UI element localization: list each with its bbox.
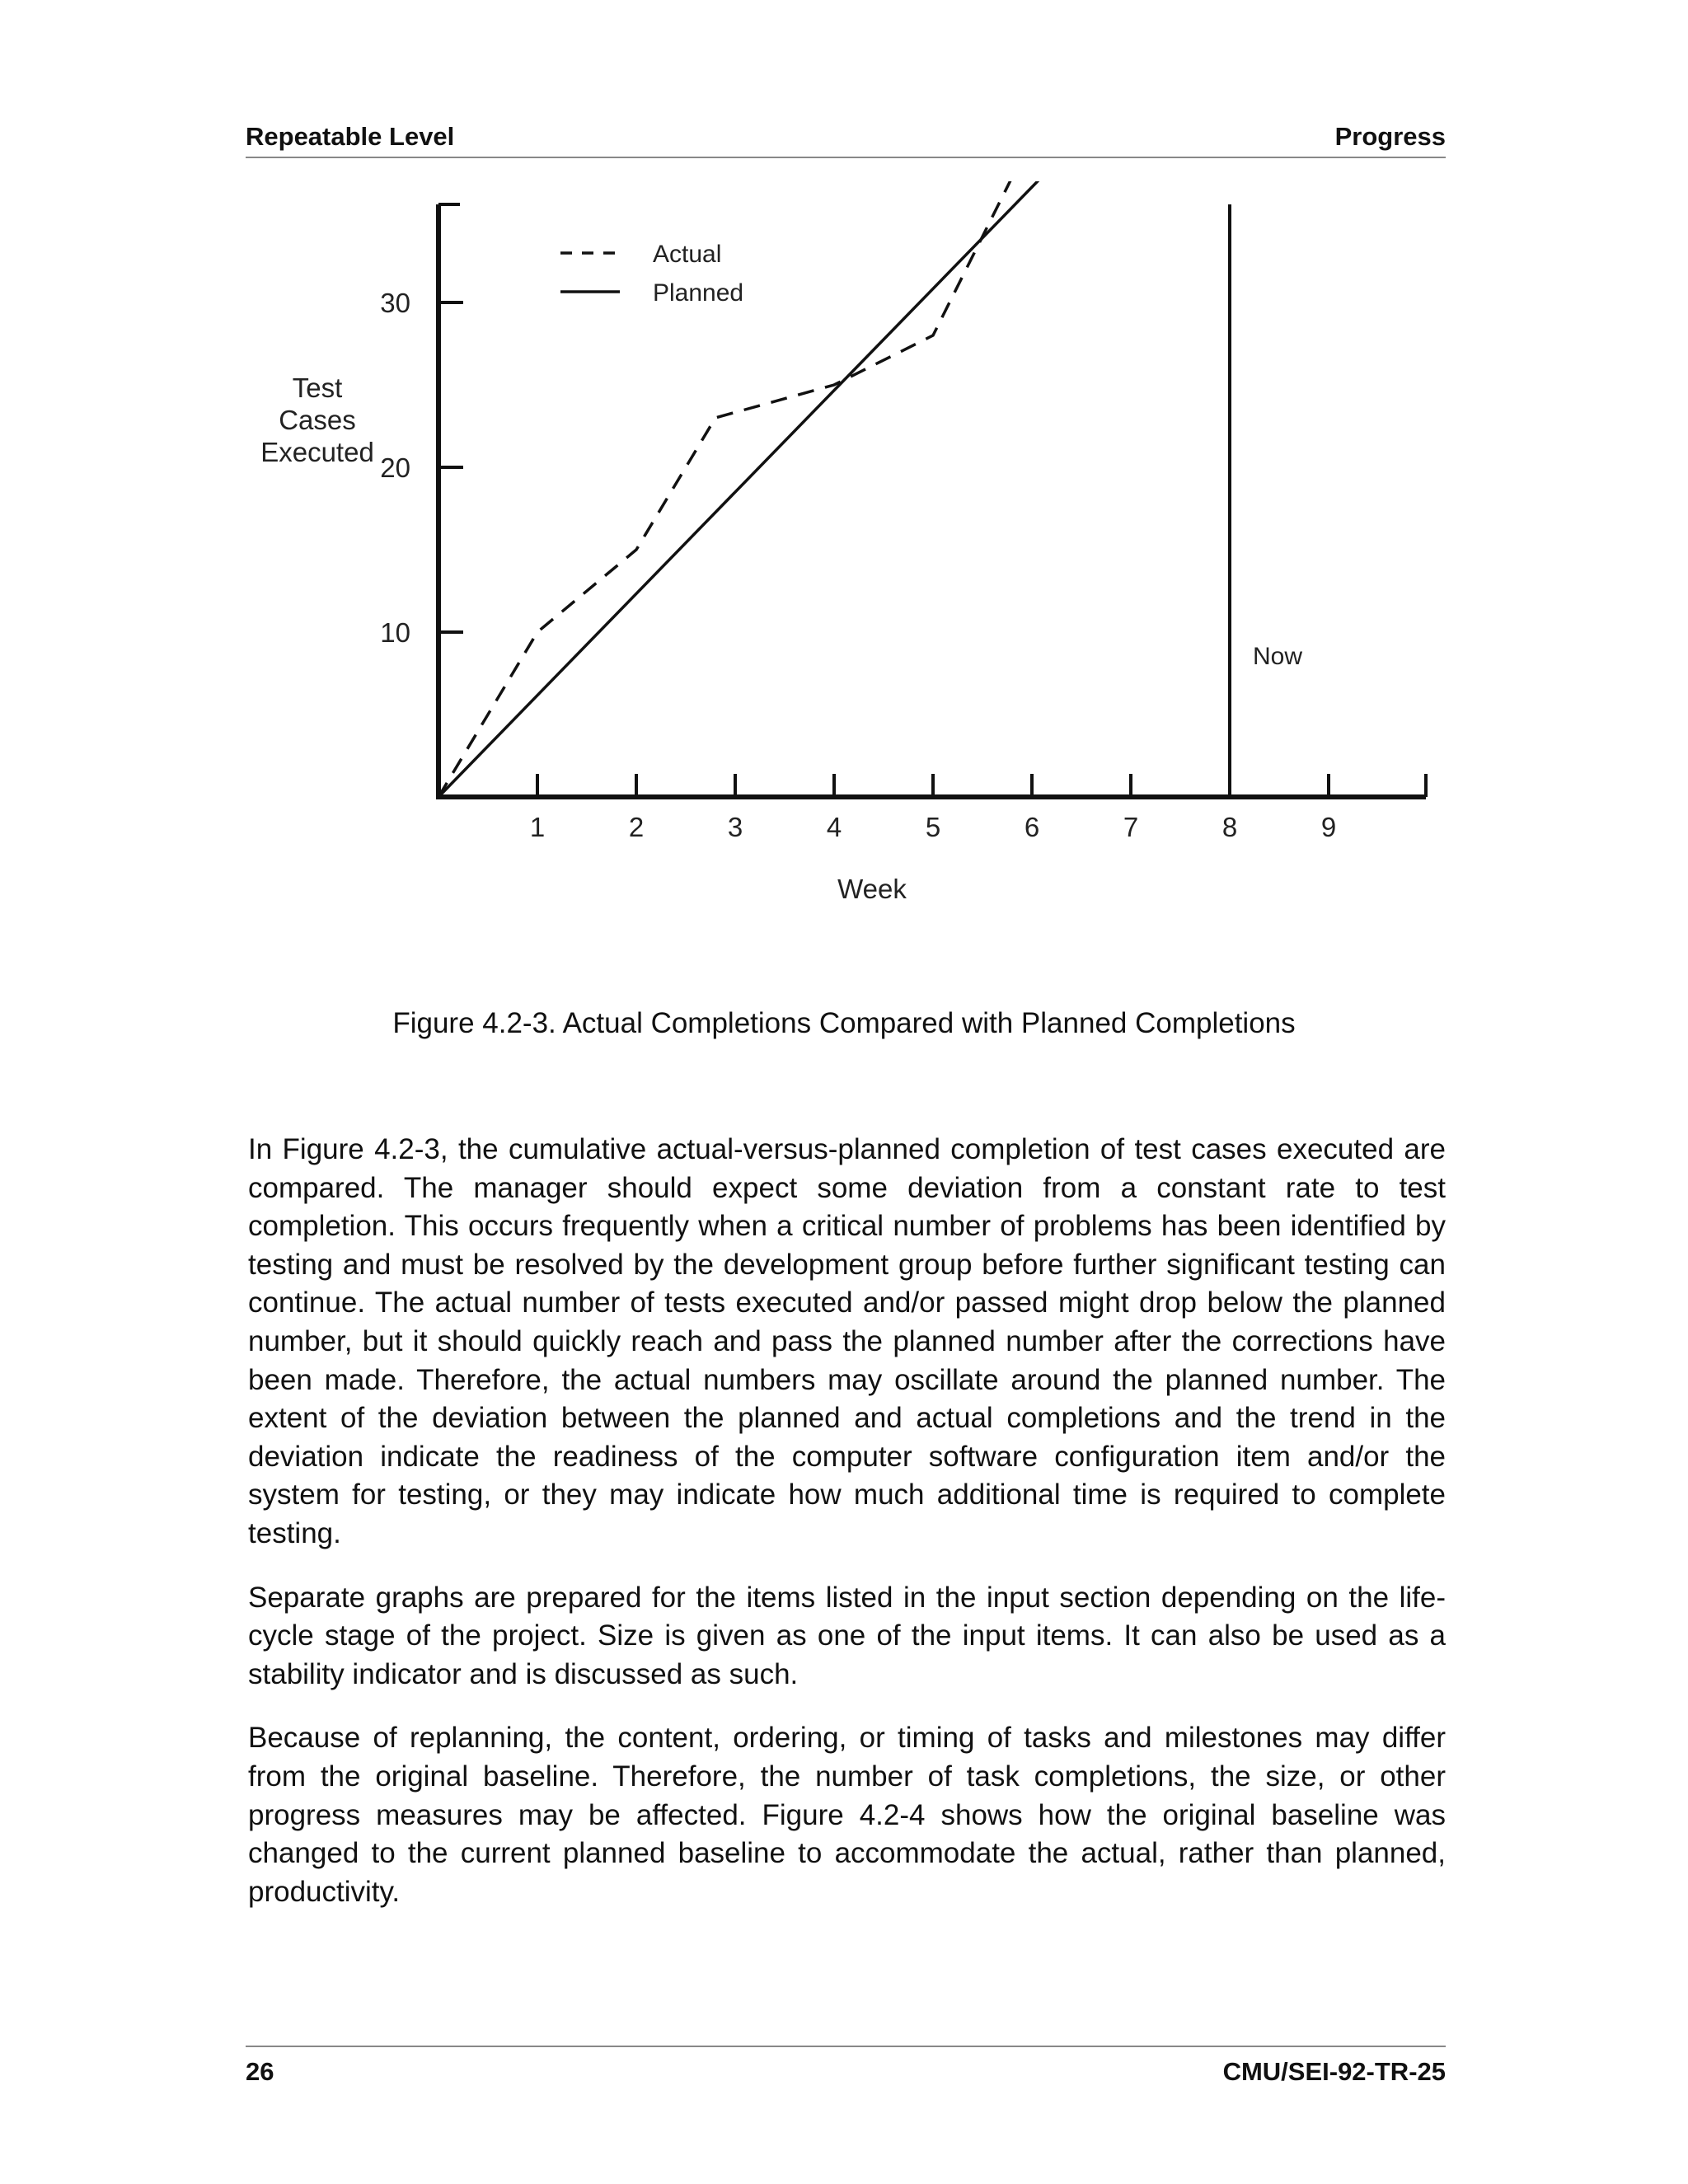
x-tick-label: 5 [925, 812, 941, 842]
x-tick-label: 8 [1221, 812, 1238, 842]
x-tick-label: 9 [1320, 812, 1337, 842]
header-topic: Progress [1334, 122, 1446, 151]
y-tick-label: 10 [380, 617, 410, 648]
header-section-title: Repeatable Level [246, 122, 455, 151]
x-tick-label: 6 [1024, 812, 1040, 842]
x-tick-label: 2 [628, 812, 645, 842]
series-line-planned [438, 181, 1329, 797]
y-axis-ticks [380, 181, 463, 648]
x-tick-label: 3 [727, 812, 743, 842]
paragraph: In Figure 4.2-3, the cumulative actual-versus-planned completion of test cases executed are compared. The manager should expect some deviation from a constant rate to test completion. This occurs frequently when a critical number of problems has been identified by testing and must be resolved by the development group before further significant testing can continue. The actual number of tests executed and/or passed might drop below the planned number, but it should quickly reach and pass the planned number after the corrections have been made. Therefore, the actual numbers may oscillate around the planned number. The extent of the deviation between the planned and actual completions and the trend in the deviation indicate the readiness of the computer software configuration item and/or the system for testing, or they may indicate how much additional time is required to complete testing. [248, 1133, 1446, 1549]
x-tick-label: 7 [1123, 812, 1139, 842]
figure-caption: Figure 4.2-3. Actual Completions Compared with Planned Completions [392, 1007, 1296, 1039]
x-tick-label: 4 [826, 812, 842, 842]
now-marker-label: Now [1253, 643, 1303, 670]
x-axis-label: Week [837, 874, 907, 904]
paragraph: Because of replanning, the content, ordering, or timing of tasks and milestones may differ from the original baseline. Therefore, the number of task completions, the size, or other progress measures may be affected. Figure 4.2-4 shows how the original baseline was changed to the current planned baseline to accommodate the actual, rather than planned, productivity. [248, 1722, 1446, 1908]
report-id: CMU/SEI-92-TR-25 [1222, 2057, 1446, 2086]
chart-annotations [1230, 204, 1302, 797]
chart-legend [560, 241, 743, 307]
page-header [246, 122, 1446, 158]
chart-series [438, 181, 1329, 797]
legend-label-planned: Planned [653, 279, 744, 307]
y-tick-label: 20 [380, 452, 410, 483]
x-tick-label: 1 [529, 812, 546, 842]
chart-axes [436, 204, 1426, 797]
page-footer [246, 2046, 1446, 2085]
body-text [248, 1131, 1446, 1937]
legend-label-actual: Actual [653, 241, 722, 268]
y-axis-label-line: Executed [260, 437, 374, 467]
completions-chart [0, 181, 1688, 948]
y-tick-label: 30 [380, 288, 410, 318]
page-number: 26 [246, 2057, 274, 2086]
y-axis-label-line: Cases [279, 405, 356, 435]
series-line-actual [438, 181, 1230, 797]
paragraph: Separate graphs are prepared for the items listed in the input section depending on the life-cycle stage of the project. Size is given as one of the input items. It can also be used as a stability indicator and is discussed as such. [248, 1581, 1446, 1690]
x-axis-ticks [530, 774, 1336, 842]
y-axis-label-line: Test [292, 373, 343, 403]
